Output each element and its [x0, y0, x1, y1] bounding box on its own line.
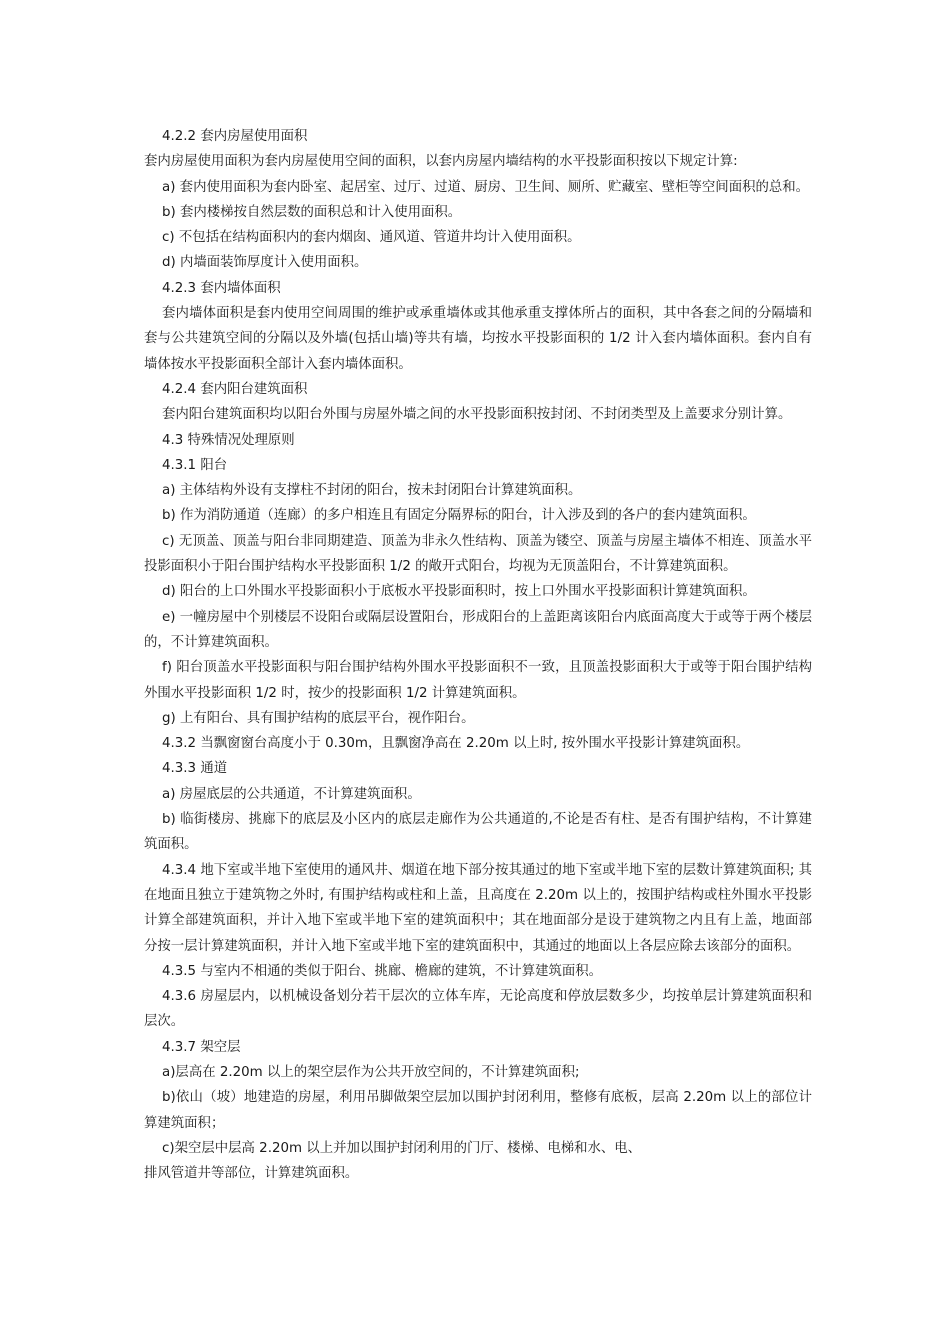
list-item: a)层高在 2.20m 以上的架空层作为公共开放空间的，不计算建筑面积; [162, 1064, 580, 1080]
heading-4-3-3: 4.3.3 通道 [162, 761, 228, 777]
list-item: g) 上有阳台、具有围护结构的底层平台，视作阳台。 [162, 710, 475, 726]
paragraph-4-3-5: 4.3.5 与室内不相通的类似于阳台、挑廊、檐廊的建筑，不计算建筑面积。 [162, 963, 603, 979]
paragraph-4-3-4: 4.3.4 地下室或半地下室使用的通风井、烟道在地下部分按其通过的地下室或半地下室的层数计算建筑面积; 其在地面且独立于建筑物之外时, 有围护结构或柱和上盖，且高度在 2.20m 以上的，按围护结构或柱外围水平投影计算全部建筑面积，并计入地下室或半地下室的建筑面积中；其在地面部分是设于建筑物之内且有上盖，地面部分按一层计算建筑面积，并计入地下室或半地下室的建筑面积中，其通过的地面以上各层应除去该部分的面积。 [144, 862, 812, 954]
list-item: c) 无顶盖、顶盖与阳台非同期建造、顶盖为非永久性结构、顶盖为镂空、顶盖与房屋主墙体不相连、顶盖水平投影面积小于阳台围护结构水平投影面积 1/2 的敞开式阳台，均视为无顶盖阳台，不计算建筑面积。 [144, 533, 812, 575]
list-item: a) 主体结构外设有支撑柱不封闭的阳台，按未封闭阳台计算建筑面积。 [162, 483, 582, 499]
heading-4-2-3: 4.2.3 套内墙体面积 [162, 280, 281, 296]
paragraph-4-3-6: 4.3.6 房屋层内，以机械设备划分若干层次的立体车库，无论高度和停放层数多少，均按单层计算建筑面积和层次。 [144, 989, 812, 1030]
list-item: b) 套内楼梯按自然层数的面积总和计入使用面积。 [162, 204, 462, 220]
list-item: b) 临街楼房、挑廊下的底层及小区内的底层走廊作为公共通道的,不论是否有柱、是否有围护结构，不计算建筑面积。 [144, 812, 812, 853]
heading-4-3: 4.3 特殊情况处理原则 [162, 432, 295, 448]
paragraph: 套内房屋使用面积为套内房屋使用空间的面积，以套内房屋内墙结构的水平投影面积按以下规定计算: [144, 154, 738, 170]
list-item: c) 不包括在结构面积内的套内烟囱、通风道、管道井均计入使用面积。 [162, 230, 581, 246]
heading-4-3-1: 4.3.1 阳台 [162, 457, 228, 473]
paragraph: 套内墙体面积是套内使用空间周围的维护或承重墙体或其他承重支撑体所占的面积，其中各套之间的分隔墙和套与公共建筑空间的分隔以及外墙(包括山墙)等共有墙，均按水平投影面积的 1/2 计入套内墙体面积。套内自有墙体按水平投影面积全部计入套内墙体面积。 [144, 306, 812, 372]
paragraph: 排风管道井等部位，计算建筑面积。 [144, 1166, 359, 1182]
list-item: a) 套内使用面积为套内卧室、起居室、过厅、过道、厨房、卫生间、厕所、贮藏室、壁柜等空间面积的总和。 [162, 179, 810, 195]
list-item: b)依山（坡）地建造的房屋，利用吊脚做架空层加以围护封闭利用，整修有底板，层高 2.20m 以上的部位计算建筑面积； [144, 1090, 812, 1131]
list-item: a) 房屋底层的公共通道，不计算建筑面积。 [162, 786, 421, 802]
list-item: d) 内墙面装饰厚度计入使用面积。 [162, 255, 368, 271]
list-item: f) 阳台顶盖水平投影面积与阳台围护结构外围水平投影面积不一致，且顶盖投影面积大于或等于阳台围护结构外围水平投影面积 1/2 时，按少的投影面积 1/2 计算建筑面积。 [144, 660, 812, 701]
list-item: b) 作为消防通道（连廊）的多户相连且有固定分隔界标的阳台，计入涉及到的各户的套内建筑面积。 [162, 508, 756, 524]
list-item: d) 阳台的上口外围水平投影面积小于底板水平投影面积时，按上口外围水平投影面积计算建筑面积。 [162, 584, 756, 600]
paragraph-4-3-2: 4.3.2 当飘窗窗台高度小于 0.30m，且飘窗净高在 2.20m 以上时, 按外围水平投影计算建筑面积。 [162, 736, 750, 752]
document-page [144, 124, 812, 1186]
heading-4-2-2: 4.2.2 套内房屋使用面积 [162, 129, 308, 144]
heading-4-3-7: 4.3.7 架空层 [162, 1039, 241, 1055]
list-item: c)架空层中层高 2.20m 以上并加以围护封闭利用的门厅、楼梯、电梯和水、电、 [162, 1140, 642, 1156]
list-item: e) 一幢房屋中个别楼层不设阳台或隔层设置阳台，形成阳台的上盖距离该阳台内底面高度大于或等于两个楼层的，不计算建筑面积。 [144, 609, 812, 650]
heading-4-2-4: 4.2.4 套内阳台建筑面积 [162, 381, 308, 397]
paragraph: 套内阳台建筑面积均以阳台外围与房屋外墙之间的水平投影面积按封闭、不封闭类型及上盖要求分别计算。 [162, 407, 792, 423]
